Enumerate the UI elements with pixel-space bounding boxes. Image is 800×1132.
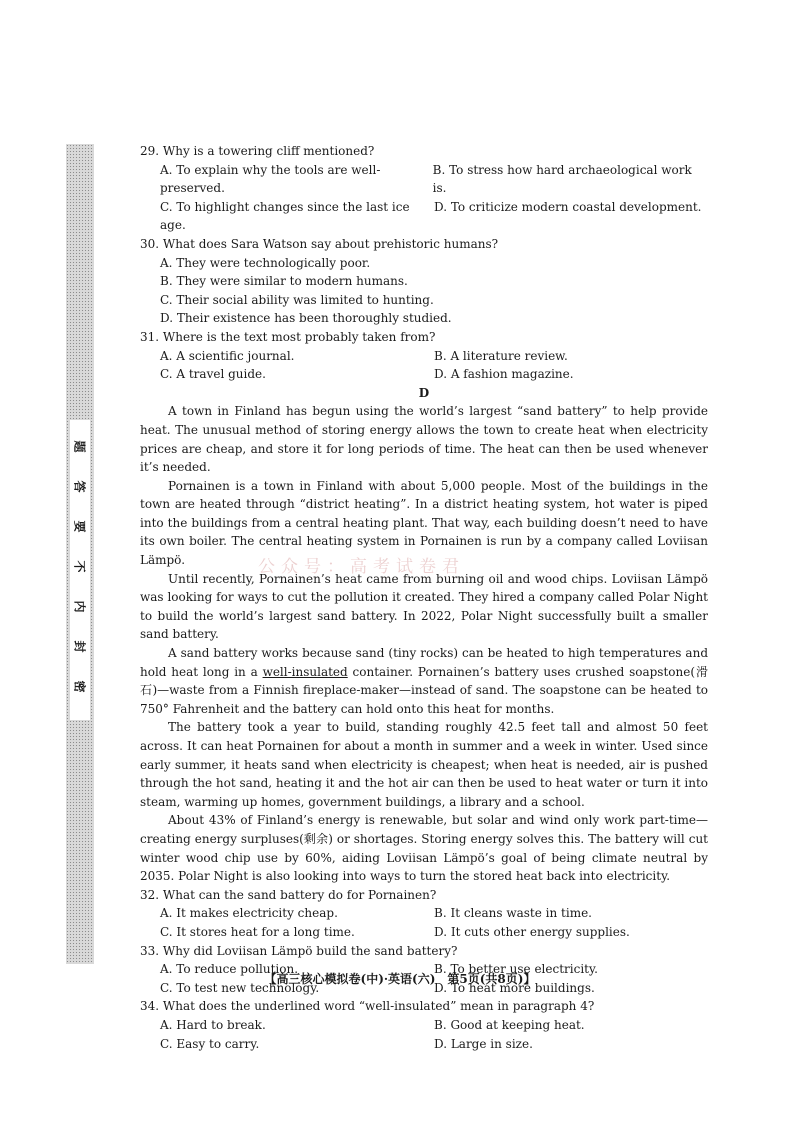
binding-char: 答 [72, 480, 87, 493]
option-a: A. A scientific journal. [160, 348, 295, 363]
binding-label-box [70, 420, 90, 720]
option-a: A. To explain why the tools are well-preserved. [160, 162, 381, 196]
option-c: C. To highlight changes since the last ice age. [160, 199, 410, 233]
binding-char: 密 [72, 680, 87, 693]
binding-char: 内 [72, 600, 87, 613]
question-stem: 34. What does the underlined word “well-insulated” mean in paragraph 4? [140, 999, 595, 1014]
option-a: A. To reduce pollution. [160, 962, 299, 977]
paragraph-4 [140, 644, 708, 718]
paragraph-3: Until recently, Pornainen’s heat came from burning oil and wood chips. Loviisan Lämpö was looking for ways to cut the pollution it created. They hired a company called Polar Night to build the world’s largest sand battery. In 2022, Polar Night successfully built a smaller sand battery. [140, 571, 708, 642]
binding-char: 封 [72, 640, 87, 653]
option-b: B. They were similar to modern humans. [160, 274, 408, 289]
paragraph-5: The battery took a year to build, standing roughly 42.5 feet tall and almost 50 feet across. It can heat Pornainen for about a month in summer and a week in winter. Used since early summer, it heats sand when electricity is cheapest; when heat is needed, air is pushed through the hot sand, heating it and the hot air can then be used to heat water or turn it into steam, warming up homes, government buildings, a library and a school. [140, 720, 708, 809]
option-d: D. Large in size. [434, 1036, 533, 1051]
paragraph-4-start: A sand battery works because sand (tiny rocks) can be heated to high temperatures and hold heat long in a [140, 646, 708, 679]
option-a: A. Hard to break. [160, 1017, 266, 1032]
option-c: C. To test new technology. [160, 980, 320, 995]
option-b: B. It cleans waste in time. [434, 906, 592, 921]
option-b: B. To stress how hard archaeological work is. [432, 162, 692, 196]
option-d: D. Their existence has been thoroughly studied. [160, 311, 452, 326]
option-a: A. It makes electricity cheap. [160, 906, 338, 921]
option-b: B. A literature review. [434, 348, 568, 363]
question-stem: 32. What can the sand battery do for Pornainen? [140, 887, 437, 902]
option-c: C. Easy to carry. [160, 1036, 260, 1051]
option-d: D. A fashion magazine. [434, 367, 574, 382]
question-30 [140, 235, 708, 328]
option-c: C. Their social ability was limited to hunting. [160, 292, 434, 307]
binding-char: 要 [72, 520, 87, 533]
option-c: C. It stores heat for a long time. [160, 924, 355, 939]
paragraph-6: About 43% of Finland’s energy is renewable, but solar and wind only work part-time—creating energy surpluses(剩余) or shortages. Storing energy solves this. The battery will cut winter wood chip use by 60%, aiding Loviisan Lämpö’s goal of being climate neutral by 2035. Polar Night is also looking into ways to turn the stored heat back into electricity. [140, 813, 708, 884]
watermark: 公众号：高考试卷君 [258, 557, 465, 577]
question-stem: 30. What does Sara Watson say about prehistoric humans? [140, 236, 499, 251]
page-footer: 【高三核心模拟卷(中)·英语(六) 第5页(共8页)】 [264, 972, 536, 986]
question-31 [140, 328, 708, 384]
option-b: B. To better use electricity. [434, 962, 598, 977]
question-32 [140, 886, 708, 942]
binding-char: 不 [72, 560, 87, 573]
question-stem: 29. Why is a towering cliff mentioned? [140, 144, 375, 158]
option-d: D. To criticize modern coastal development. [434, 199, 702, 214]
paragraph-1: A town in Finland has begun using the world’s largest “sand battery” to help provide heat. The unusual method of storing energy allows the town to create heat when electricity prices are cheap, and store it for long periods of time. The heat can then be used whenever it’s needed. [140, 404, 708, 475]
paragraph-2: Pornainen is a town in Finland with about 5,000 people. Most of the buildings in the town are heated through “district heating”. In a district heating system, hot water is piped into the buildings from a central heating plant. That way, each building doesn’t need to have its own boiler. The central heating system in Pornainen is run by a company called Loviisan Lämpö. [140, 478, 708, 568]
option-b: B. Good at keeping heat. [434, 1017, 585, 1032]
option-d: D. It cuts other energy supplies. [434, 924, 630, 939]
binding-char: 题 [72, 440, 87, 453]
underlined-word: well-insulated [262, 664, 348, 679]
question-stem: 33. Why did Loviisan Lämpö build the sand battery? [140, 943, 458, 958]
page-content [140, 142, 708, 1053]
question-stem: 31. Where is the text most probably taken from? [140, 329, 436, 344]
paragraph-4-end: container. Pornainen’s battery uses crushed soapstone(滑石)—waste from a Finnish fireplace-maker—instead of sand. The soapstone can be heated to 750° Fahrenheit and the battery can hold onto this heat for months. [140, 664, 709, 716]
question-29 [140, 142, 708, 235]
option-d: D. To heat more buildings. [434, 980, 595, 995]
question-34 [140, 997, 708, 1053]
option-c: C. A travel guide. [160, 367, 266, 382]
option-a: A. They were technologically poor. [160, 255, 371, 270]
section-heading: D [418, 385, 430, 400]
